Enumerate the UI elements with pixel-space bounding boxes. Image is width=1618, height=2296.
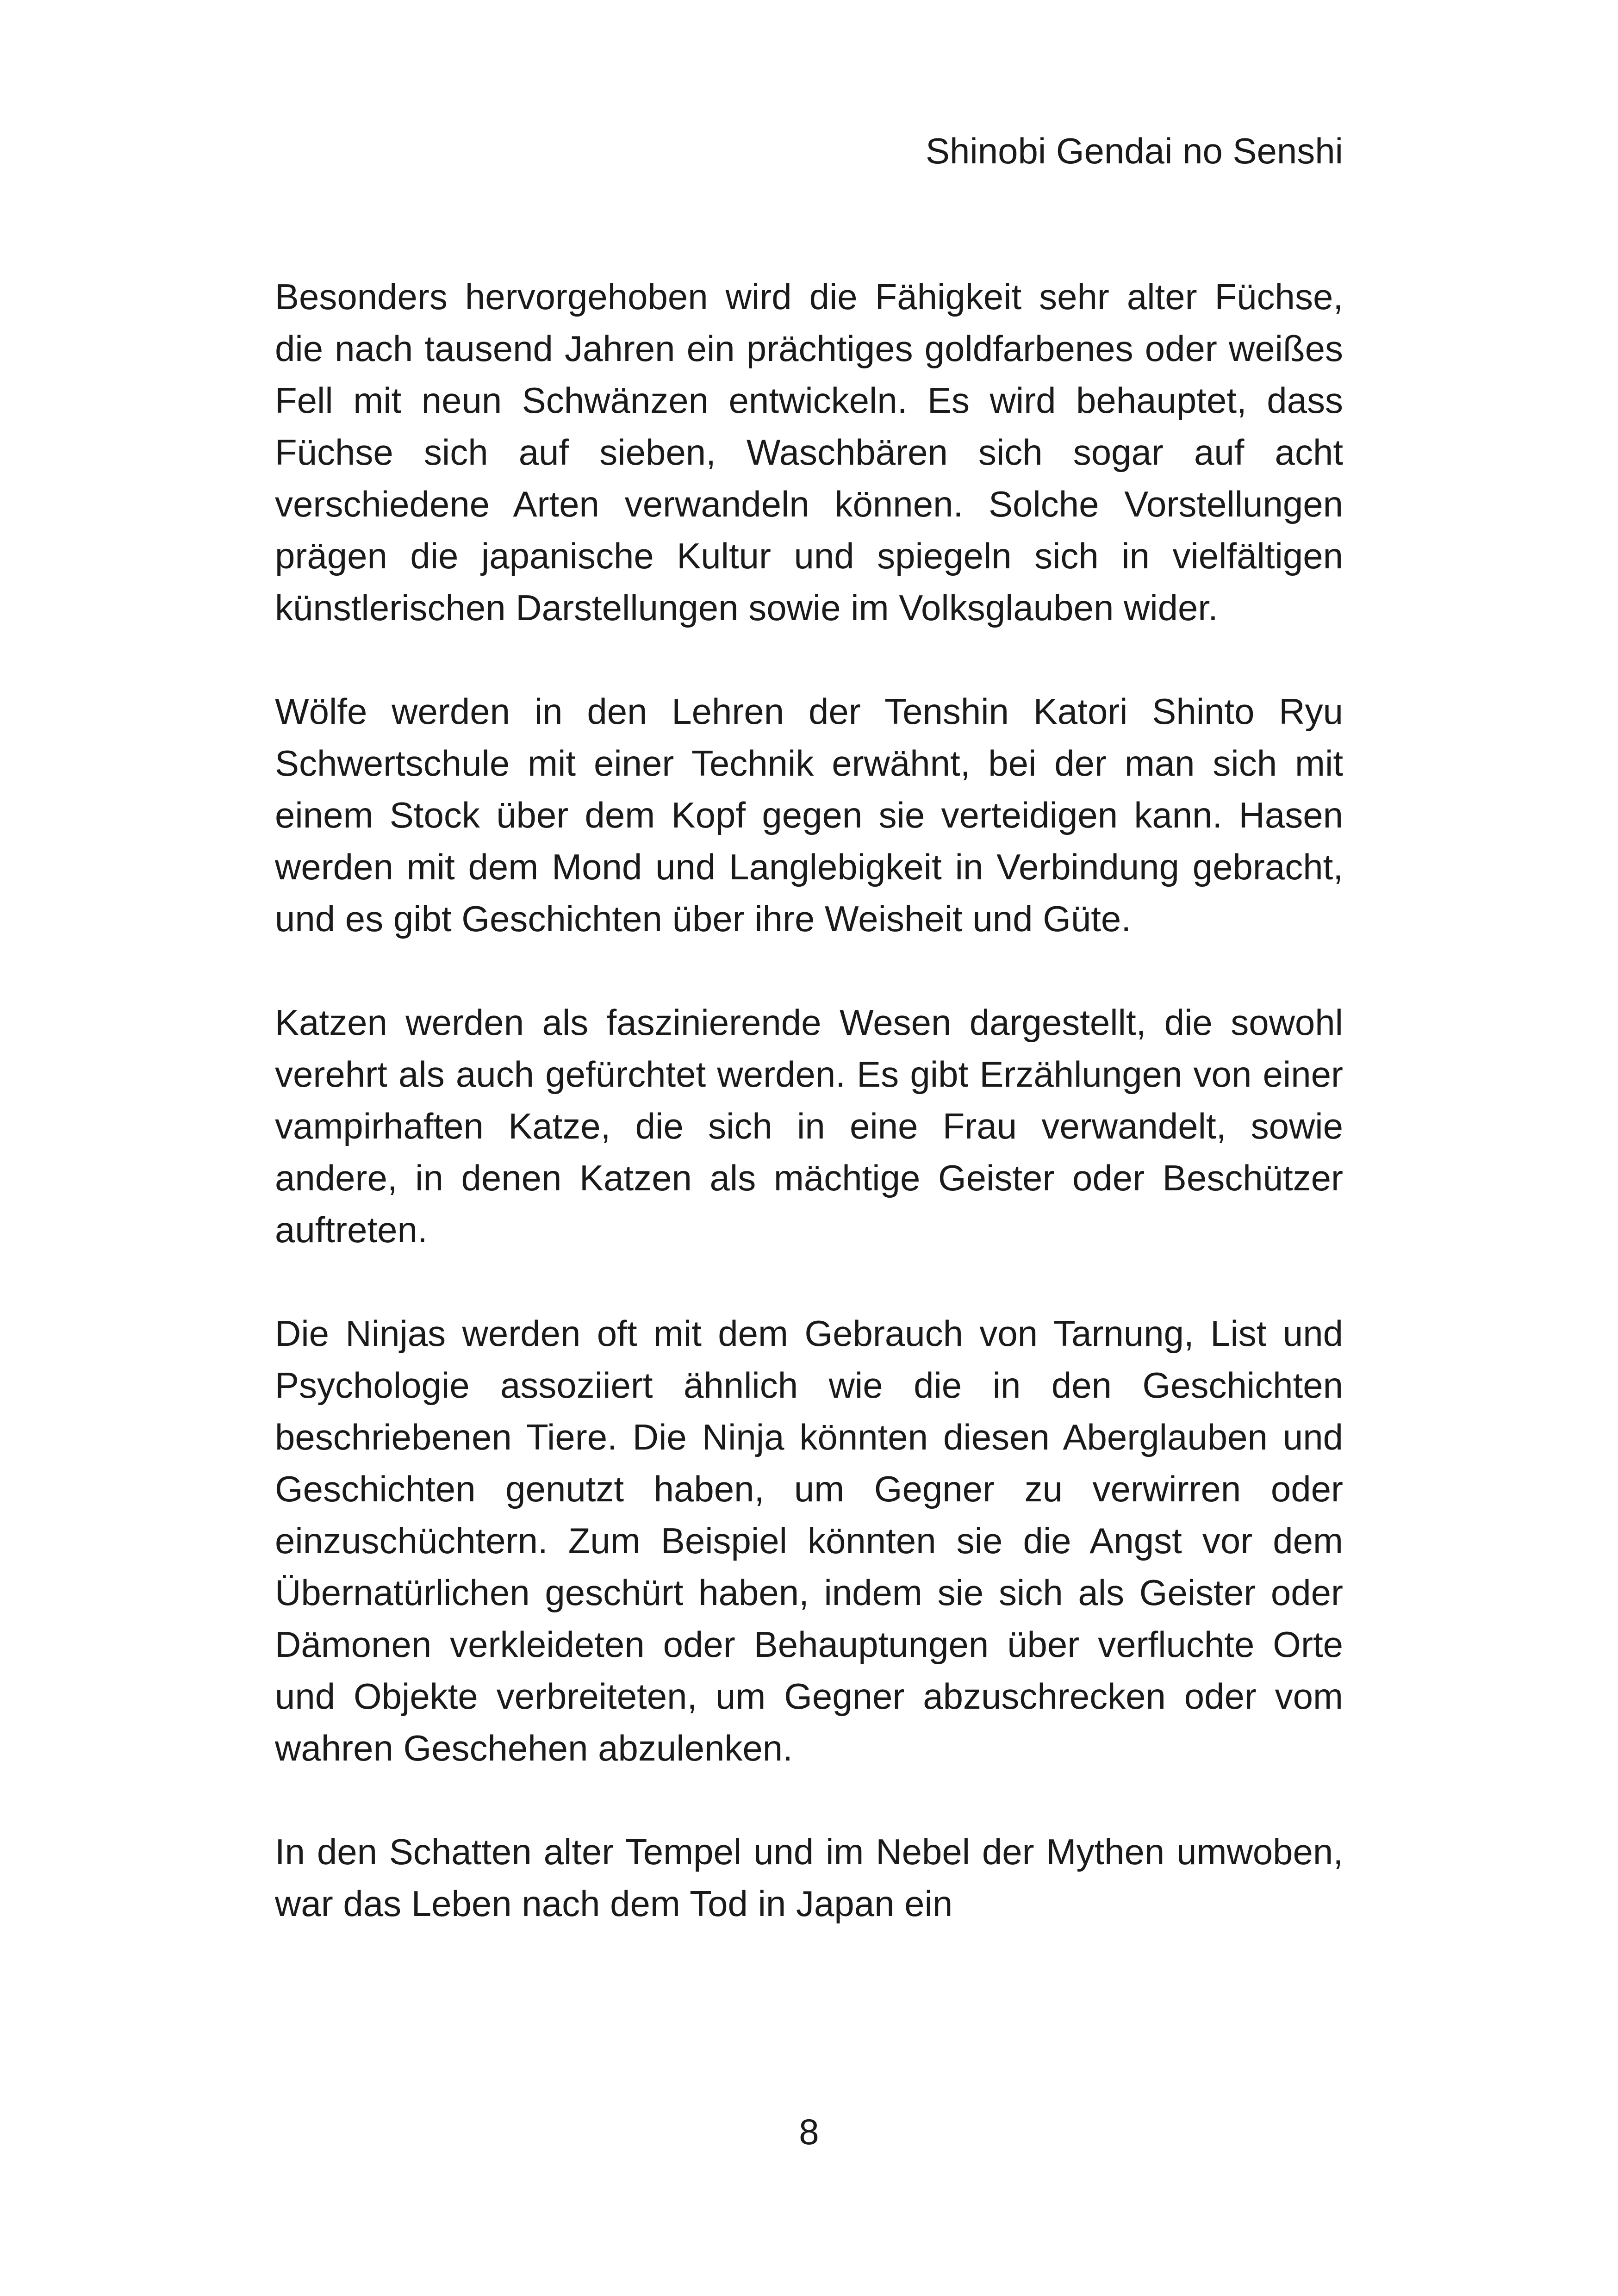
body-text bbox=[275, 271, 1343, 1929]
paragraph-3: Katzen werden als faszinierende Wesen dargestellt, die sowohl verehrt als auch gefürchtet werden. Es gibt Erzählungen von einer vampirhaften Katze, die sich in eine Frau verwandelt, sowie andere, in denen Katzen als mächtige Geister oder Beschützer auftreten. bbox=[275, 1002, 1343, 1250]
paragraph-4: Die Ninjas werden oft mit dem Gebrauch von Tarnung, List und Psychologie assoziiert ähnlich wie die in den Geschichten beschriebenen Tiere. Die Ninja könnten diesen Aberglauben und Geschichten genutzt haben, um Gegner zu verwirren oder einzuschüchtern. Zum Beispiel könnten sie die Angst vor dem Übernatürlichen geschürt haben, indem sie sich als Geister oder Dämonen verkleideten oder Behauptungen über verfluchte Orte und Objekte verbreiteten, um Gegner abzuschrecken oder vom wahren Geschehen abzulenken. bbox=[275, 1313, 1343, 1768]
paragraph-1: Besonders hervorgehoben wird die Fähigkeit sehr alter Füchse, die nach tausend Jahren ein prächtiges goldfarbenes oder weißes Fell mit neun Schwänzen entwickeln. Es wird behauptet, dass Füchse sich auf sieben, Waschbären sich sogar auf acht verschiedene Arten verwandeln können. Solche Vorstellungen prägen die japanische Kultur und spiegeln sich in vielfältigen künstlerischen Darstellungen sowie im Volksglauben wider. bbox=[275, 276, 1343, 628]
page-number: 8 bbox=[799, 2111, 819, 2152]
running-header-title: Shinobi Gendai no Senshi bbox=[926, 131, 1343, 171]
paragraph-5: In den Schatten alter Tempel und im Nebel der Mythen umwoben, war das Leben nach dem Tod in Japan ein bbox=[275, 1831, 1343, 1924]
paragraph-2: Wölfe werden in den Lehren der Tenshin Katori Shinto Ryu Schwertschule mit einer Technik erwähnt, bei der man sich mit einem Stock über dem Kopf gegen sie verteidigen kann. Hasen werden mit dem Mond und Langlebigkeit in Verbindung gebracht, und es gibt Geschichten über ihre Weisheit und Güte. bbox=[275, 691, 1343, 939]
